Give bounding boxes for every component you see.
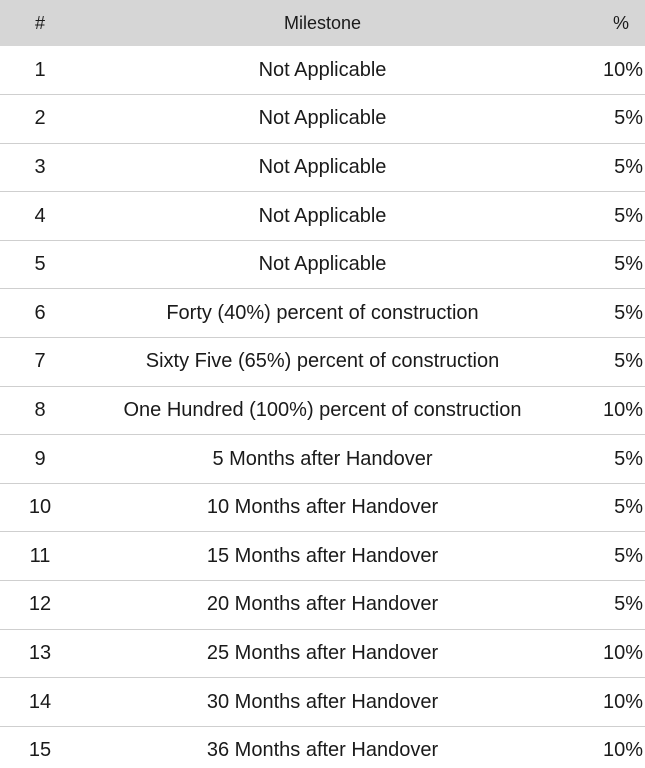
row-number: 5 (34, 253, 46, 276)
table-row (0, 629, 645, 678)
row-milestone: 15 Months after Handover (206, 544, 439, 567)
row-percent: 10% (602, 690, 643, 713)
table-row (0, 289, 645, 338)
row-percent: 5% (614, 350, 643, 373)
header-row (0, 0, 645, 46)
row-milestone: Not Applicable (258, 204, 387, 227)
row-number: 1 (34, 58, 46, 81)
table-row (0, 678, 645, 727)
row-number: 4 (34, 204, 46, 227)
row-number: 12 (28, 593, 52, 616)
row-milestone: 5 Months after Handover (212, 447, 433, 470)
row-number: 10 (28, 496, 52, 519)
table-row (0, 386, 645, 435)
row-percent: 5% (614, 544, 643, 567)
row-percent: 5% (614, 593, 643, 616)
row-percent: 10% (602, 739, 643, 762)
row-milestone: Not Applicable (258, 107, 387, 130)
row-milestone: 36 Months after Handover (206, 739, 439, 762)
row-number: 3 (34, 155, 46, 178)
row-milestone: 25 Months after Handover (206, 641, 439, 664)
row-milestone: Forty (40%) percent of construction (166, 301, 479, 324)
row-percent: 5% (614, 447, 643, 470)
row-milestone: One Hundred (100%) percent of construction (123, 398, 522, 421)
table-row (0, 143, 645, 192)
row-percent: 10% (602, 641, 643, 664)
row-percent: 5% (614, 204, 643, 227)
table-row (0, 46, 645, 95)
row-percent: 5% (614, 107, 643, 130)
row-milestone: Not Applicable (258, 253, 387, 276)
row-percent: 10% (602, 58, 643, 81)
table-body (0, 46, 645, 768)
row-number: 2 (34, 107, 46, 130)
row-number: 6 (34, 301, 46, 324)
row-percent: 5% (614, 155, 643, 178)
row-number: 11 (29, 544, 51, 567)
row-percent: 5% (614, 496, 643, 519)
table-row (0, 532, 645, 581)
row-milestone: 20 Months after Handover (206, 593, 439, 616)
row-number: 15 (28, 739, 52, 762)
table-row (0, 338, 645, 387)
row-percent: 5% (614, 253, 643, 276)
table-row (0, 581, 645, 630)
header-percent: % (612, 12, 629, 33)
table-row (0, 483, 645, 532)
header-milestone: Milestone (283, 12, 362, 33)
row-percent: 5% (614, 301, 643, 324)
row-number: 8 (34, 398, 46, 421)
table-row (0, 726, 645, 768)
table-row (0, 240, 645, 289)
row-milestone: Not Applicable (258, 58, 387, 81)
row-number: 14 (28, 690, 52, 713)
row-milestone: Sixty Five (65%) percent of construction (145, 350, 500, 373)
table-row (0, 95, 645, 144)
row-milestone: 30 Months after Handover (206, 690, 439, 713)
row-milestone: 10 Months after Handover (206, 496, 439, 519)
row-number: 13 (28, 641, 52, 664)
table-row (0, 435, 645, 484)
row-number: 7 (34, 350, 46, 373)
row-number: 9 (34, 447, 46, 470)
table-header (0, 0, 645, 46)
header-number: # (34, 12, 45, 33)
table-row (0, 192, 645, 241)
row-percent: 10% (602, 398, 643, 421)
row-milestone: Not Applicable (258, 155, 387, 178)
